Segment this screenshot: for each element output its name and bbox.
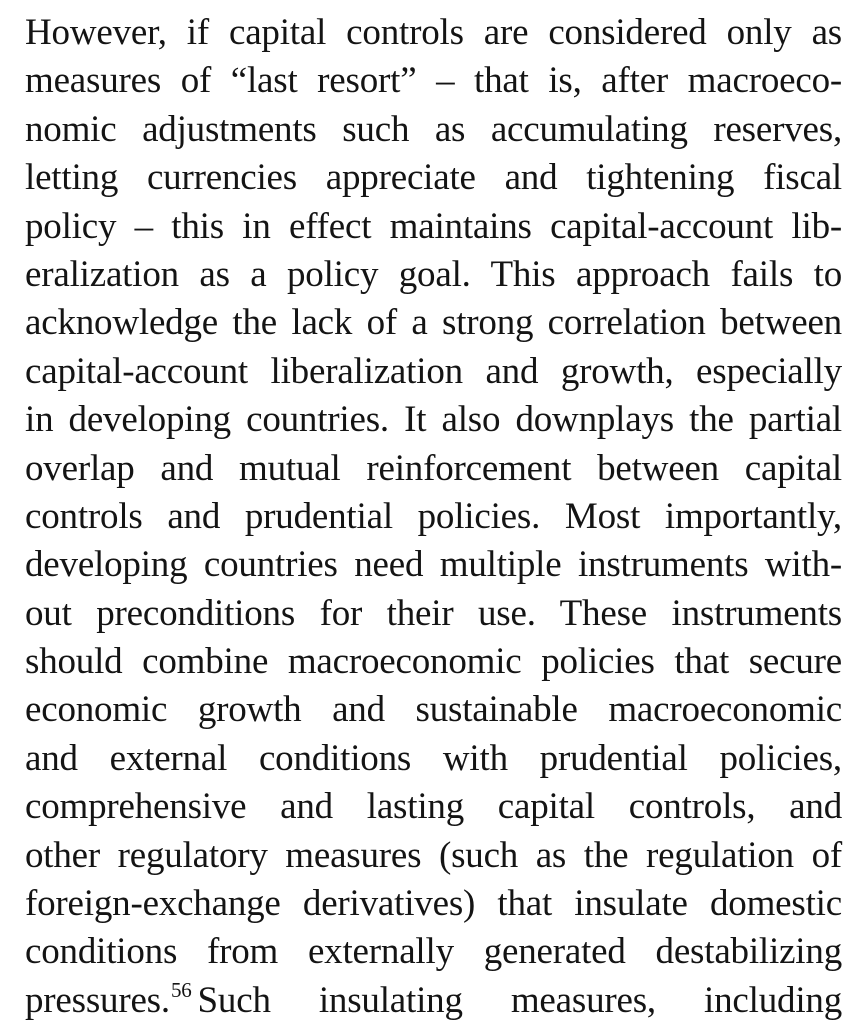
text-line-5: policy – this in effect maintains capital-account lib-: [25, 205, 842, 247]
text-line-1: However, if capital controls are considered only as: [25, 12, 842, 53]
text-line-19: foreign-exchange derivatives) that insulate domestic: [25, 883, 842, 925]
footnote-marker[interactable]: 56: [170, 977, 192, 1002]
text-line-14: should combine macroeconomic policies that secure: [25, 641, 842, 683]
body-paragraph: [25, 9, 842, 1025]
text-line-16: and external conditions with prudential policies,: [25, 737, 842, 779]
text-line-20: conditions from externally generated destabilizing: [25, 931, 842, 973]
text-line-4: letting currencies appreciate and tightening fiscal: [25, 157, 842, 199]
text-line-6: eralization as a policy goal. This approach fails to: [25, 253, 842, 295]
text-line-7: acknowledge the lack of a strong correlation between: [25, 302, 842, 344]
text-line-21: [25, 977, 842, 1025]
text-line-3: nomic adjustments such as accumulating reserves,: [25, 108, 842, 150]
text-line-17: comprehensive and lasting capital controls, and: [25, 786, 842, 828]
text-line-8: capital-account liberalization and growth, especially: [25, 350, 842, 392]
text-line-10: overlap and mutual reinforcement between capital: [25, 447, 842, 489]
text-line-18: other regulatory measures (such as the regulation of: [25, 834, 842, 876]
text-line-9: in developing countries. It also downplays the partial: [25, 399, 842, 441]
text-line-15: economic growth and sustainable macroeconomic: [25, 689, 842, 731]
text-line-12: developing countries need multiple instruments with-: [25, 544, 842, 586]
text-line-2: measures of “last resort” – that is, after macroeco-: [25, 60, 842, 102]
text-line-13: out preconditions for their use. These instruments: [25, 592, 842, 634]
last-line-end: Such insulating measures, including: [197, 979, 842, 1021]
last-line-start: pressures.: [25, 979, 170, 1021]
text-line-11: controls and prudential policies. Most importantly,: [25, 495, 842, 537]
